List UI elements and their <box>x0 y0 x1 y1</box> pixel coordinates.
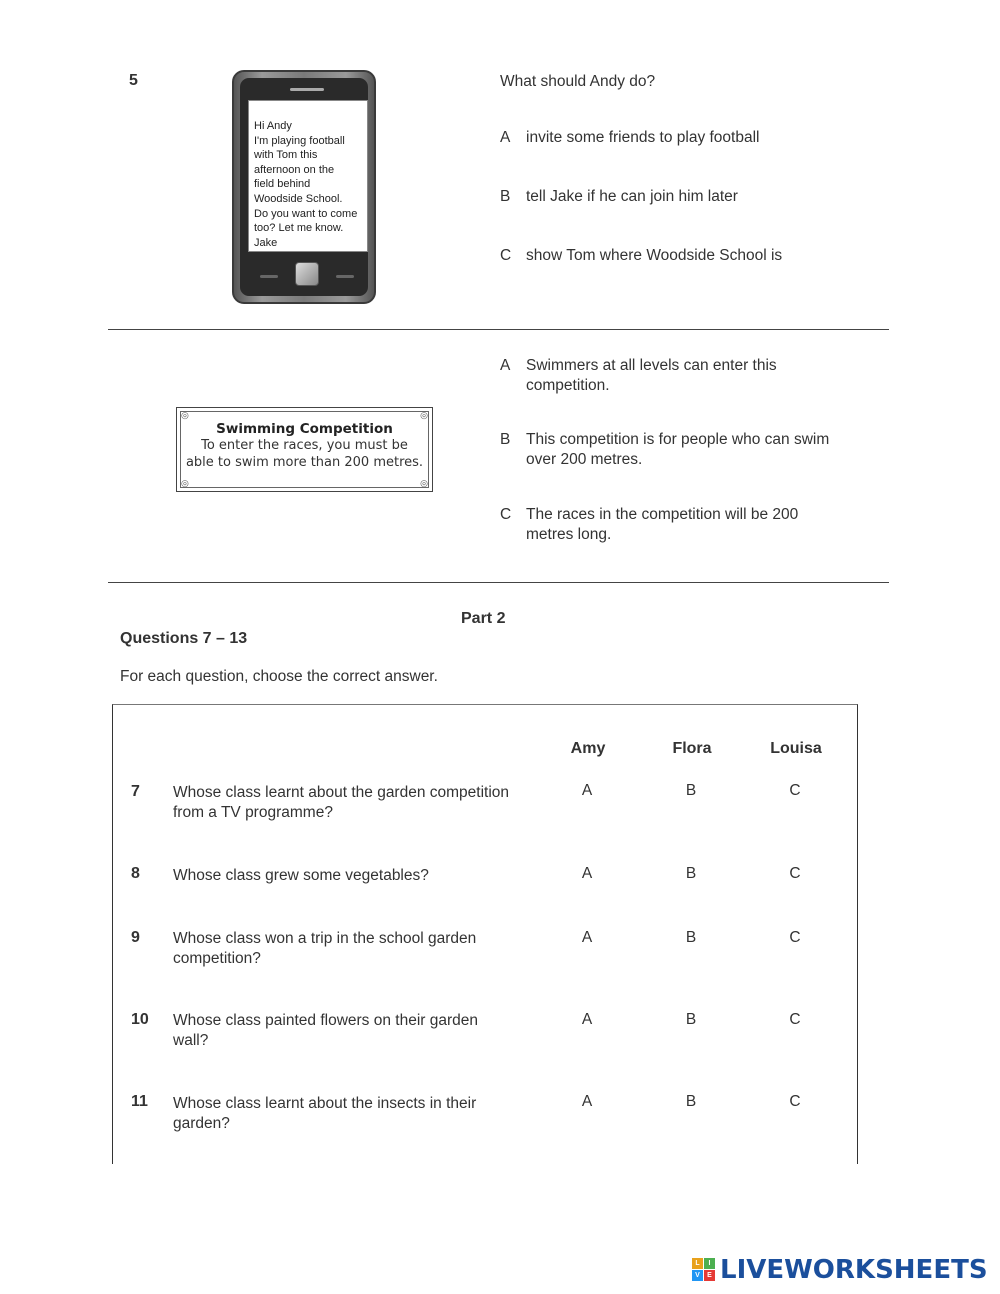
choice-b[interactable]: B <box>685 1011 697 1028</box>
answer-option-b[interactable]: B This competition is for people who can swim over 200 metres. <box>500 431 830 468</box>
answer-option-a[interactable]: A invite some friends to play football <box>500 129 760 146</box>
choice-c[interactable]: C <box>789 1093 801 1110</box>
row-number: 9 <box>131 929 140 946</box>
part-heading: Part 2 <box>461 610 506 627</box>
choice-c[interactable]: C <box>789 782 801 799</box>
choice-c[interactable]: C <box>789 865 801 882</box>
row-question: Whose class won a trip in the school garden competition? <box>173 930 477 967</box>
sign-line: To enter the races, you must be <box>201 438 408 453</box>
choice-a[interactable]: A <box>581 929 593 946</box>
logo-mark-icon: L I V E <box>692 1258 716 1282</box>
divider <box>108 329 889 330</box>
divider <box>108 582 889 583</box>
question-number: 5 <box>129 72 138 89</box>
column-header-amy: Amy <box>570 740 606 757</box>
row-number: 10 <box>131 1011 149 1028</box>
question-text: What should Andy do? <box>500 73 656 90</box>
choice-c[interactable]: C <box>789 929 801 946</box>
choice-b[interactable]: B <box>685 929 697 946</box>
row-question: Whose class painted flowers on their garden wall? <box>173 1012 478 1049</box>
phone-call-key-icon <box>260 275 278 278</box>
row-number: 7 <box>131 783 140 800</box>
swimming-sign-image <box>176 407 433 492</box>
phone-home-button-icon <box>295 262 319 286</box>
phone-image <box>232 70 376 304</box>
choice-a[interactable]: A <box>581 782 593 799</box>
column-header-louisa: Louisa <box>770 740 822 757</box>
choice-a[interactable]: A <box>581 1093 593 1110</box>
row-number: 8 <box>131 865 140 882</box>
choice-b[interactable]: B <box>685 782 697 799</box>
phone-screen-message: Hi Andy I'm playing football with Tom this afternoon on the field behind Woodside School. Do you want to come too? Let me know. Jake <box>248 100 368 252</box>
choice-b[interactable]: B <box>685 865 697 882</box>
corner-screw-icon: ◎ <box>181 410 189 420</box>
instruction-text: For each question, choose the correct answer. <box>120 668 438 685</box>
corner-screw-icon: ◎ <box>420 410 428 420</box>
corner-screw-icon: ◎ <box>420 478 428 488</box>
phone-speaker <box>290 88 324 91</box>
column-header-flora: Flora <box>672 740 712 757</box>
answer-option-c[interactable]: C The races in the competition will be 200 metres long. <box>500 506 799 543</box>
answer-option-c[interactable]: C show Tom where Woodside School is <box>500 247 783 264</box>
answer-option-a[interactable]: A Swimmers at all levels can enter this competition. <box>500 357 777 394</box>
sign-line: able to swim more than 200 metres. <box>185 455 424 470</box>
row-question: Whose class learnt about the insects in their garden? <box>173 1095 477 1132</box>
choice-a[interactable]: A <box>581 1011 593 1028</box>
phone-end-key-icon <box>336 275 354 278</box>
choice-a[interactable]: A <box>581 865 593 882</box>
logo-text: LIVEWORKSHEETS <box>720 1255 988 1285</box>
questions-range: Questions 7 – 13 <box>120 630 248 647</box>
row-number: 11 <box>131 1093 148 1110</box>
choice-c[interactable]: C <box>789 1011 801 1028</box>
sign-title: Swimming Competition <box>216 421 393 437</box>
choice-b[interactable]: B <box>685 1093 697 1110</box>
corner-screw-icon: ◎ <box>181 478 189 488</box>
answer-option-b[interactable]: B tell Jake if he can join him later <box>500 188 738 205</box>
row-question: Whose class learnt about the garden competition from a TV programme? <box>173 784 510 821</box>
row-question: Whose class grew some vegetables? <box>173 867 429 884</box>
